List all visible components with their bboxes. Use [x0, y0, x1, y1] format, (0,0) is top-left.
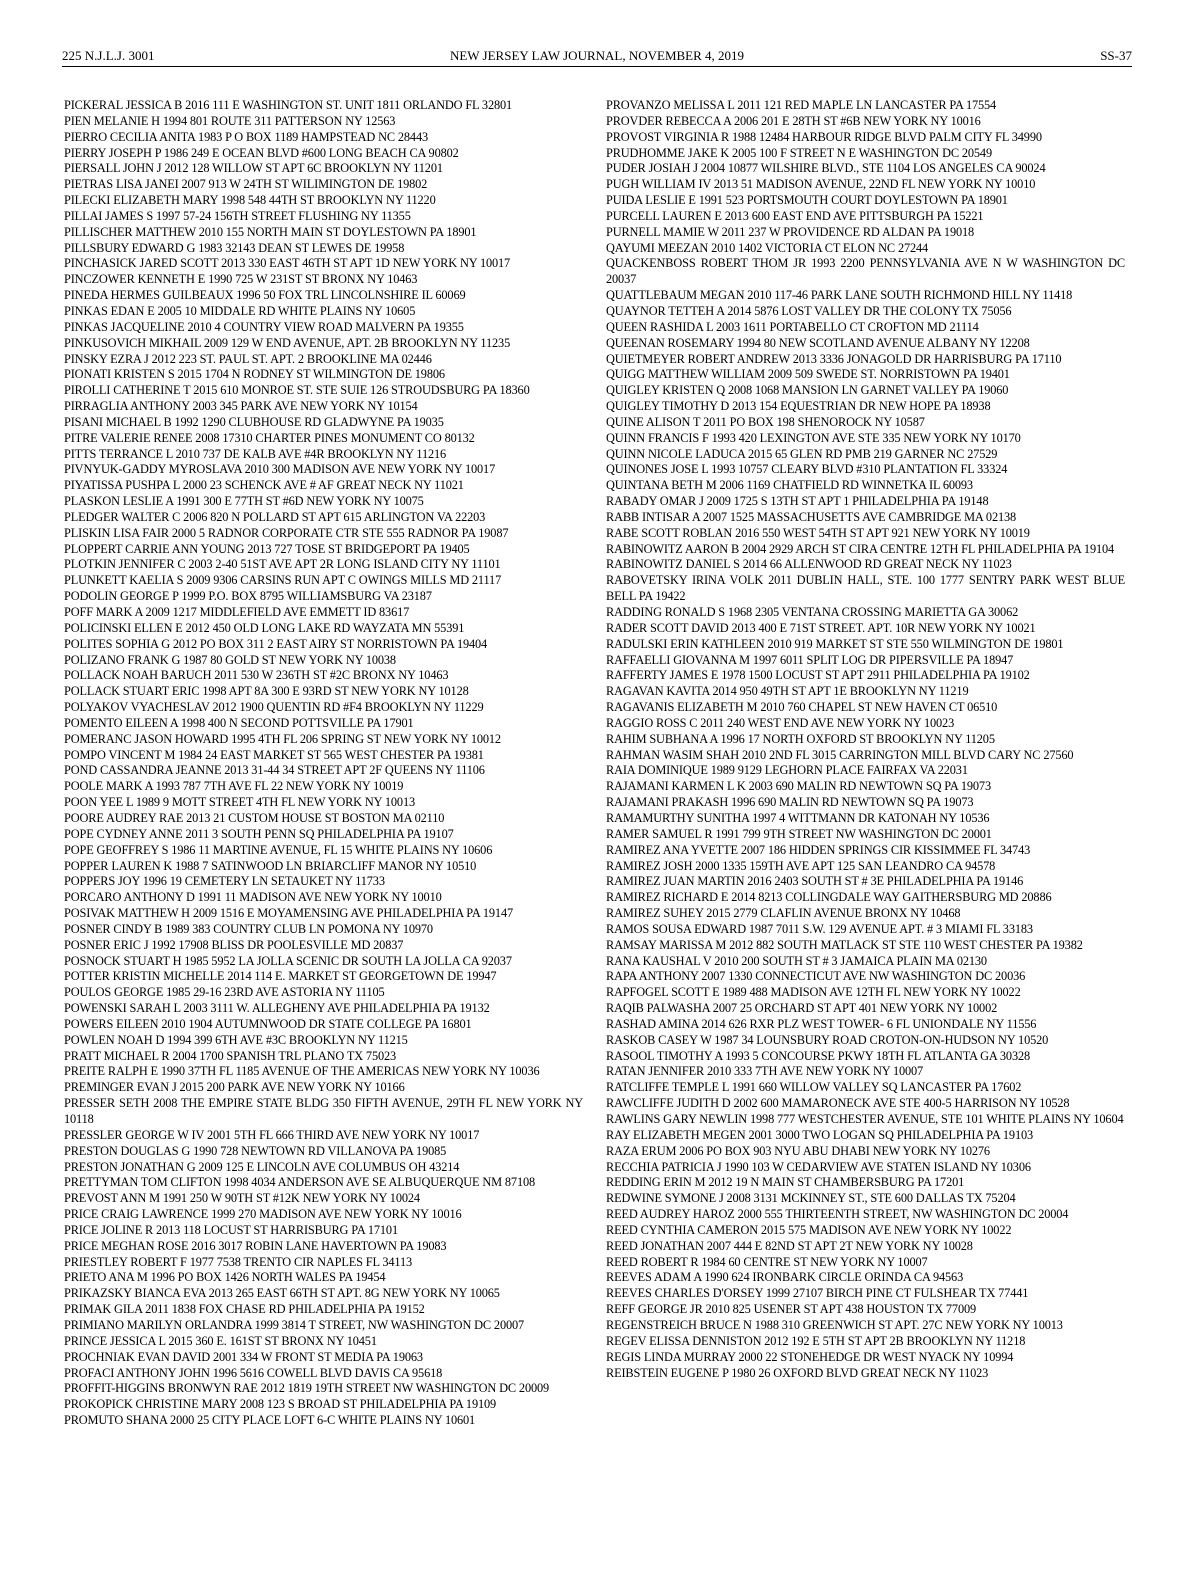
attorney-entry: RADDING RONALD S 1968 2305 VENTANA CROSSING MARIETTA GA 30062: [606, 605, 1019, 619]
attorney-entry: POND CASSANDRA JEANNE 2013 31-44 34 STREET APT 2F QUEENS NY 11106: [64, 763, 485, 778]
attorney-entry: POON YEE L 1989 9 MOTT STREET 4TH FL NEW YORK NY 10013: [64, 795, 416, 810]
attorney-entry: PURNELL MAMIE W 2011 237 W PROVIDENCE RD ALDAN PA 19018: [606, 224, 975, 239]
attorney-entry: RAMIREZ RICHARD E 2014 8213 COLLINGDALE WAY GAITHERSBURG MD 20886: [606, 890, 1052, 905]
attorney-entry: QUAYNOR TETTEH A 2014 5876 LOST VALLEY DR THE COLONY TX 75056: [606, 303, 1012, 318]
attorney-entry: PIETRAS LISA JANEI 2007 913 W 24TH ST WILIMINGTON DE 19802: [64, 177, 428, 192]
attorney-entry: PRICE CRAIG LAWRENCE 1999 270 MADISON AVE NEW YORK NY 10016: [64, 1207, 462, 1222]
attorney-entry: RAIA DOMINIQUE 1989 9129 LEGHORN PLACE FAIRFAX VA 22031: [606, 763, 968, 778]
header-rule: [62, 66, 1132, 67]
attorney-entry: POLYAKOV VYACHESLAV 2012 1900 QUENTIN RD #F4 BROOKLYN NY 11229: [64, 700, 484, 715]
attorney-entry: QUINE ALISON T 2011 PO BOX 198 SHENOROCK NY 10587: [606, 414, 925, 429]
attorney-entry: PROFFIT-HIGGINS BRONWYN RAE 2012 1819 19TH STREET NW WASHINGTON DC 20009: [64, 1381, 550, 1396]
attorney-entry: RAMIREZ JOSH 2000 1335 159TH AVE APT 125 SAN LEANDRO CA 94578: [606, 858, 996, 873]
attorney-entry: PROVDER REBECCA A 2006 201 E 28TH ST #6B NEW YORK NY 10016: [606, 113, 981, 128]
attorney-entry: PIYATISSA PUSHPA L 2000 23 SCHENCK AVE # AF GREAT NECK NY 11021: [64, 478, 464, 493]
attorney-entry: PRIKAZSKY BIANCA EVA 2013 265 EAST 66TH ST APT. 8G NEW YORK NY 10065: [64, 1286, 500, 1301]
attorney-entry: PREMINGER EVAN J 2015 200 PARK AVE NEW YORK NY 10166: [64, 1080, 405, 1095]
attorney-entry: PRICE JOLINE R 2013 118 LOCUST ST HARRISBURG PA 17101: [64, 1222, 398, 1237]
attorney-entry: PLOTKIN JENNIFER C 2003 2-40 51ST AVE APT 2R LONG ISLAND CITY NY 11101: [64, 557, 501, 572]
attorney-entry: POLITES SOPHIA G 2012 PO BOX 311 2 EAST AIRY ST NORRISTOWN PA 19404: [64, 636, 488, 651]
attorney-entry: PRINCE JESSICA L 2015 360 E. 161ST ST BRONX NY 10451: [64, 1333, 377, 1348]
attorney-entry: RAHMAN WASIM SHAH 2010 2ND FL 3015 CARRINGTON MILL BLVD CARY NC 27560: [606, 747, 1074, 762]
citation: 225 N.J.L.J. 3001: [62, 48, 155, 63]
attorney-entry: QUATTLEBAUM MEGAN 2010 117-46 PARK LANE SOUTH RICHMOND HILL NY 11418: [606, 288, 1073, 303]
attorney-entry: PLISKIN LISA FAIR 2000 5 RADNOR CORPORATE CTR STE 555 RADNOR PA 19087: [64, 525, 509, 540]
attorney-entry: PRIETO ANA M 1996 PO BOX 1426 NORTH WALES PA 19454: [64, 1270, 386, 1285]
attorney-entry: PINKAS JACQUELINE 2010 4 COUNTRY VIEW ROAD MALVERN PA 19355: [64, 319, 464, 334]
attorney-entry: RAFFERTY JAMES E 1978 1500 LOCUST ST APT 2911 PHILADELPHIA PA 19102: [606, 668, 1030, 683]
attorney-entry: RAMAMURTHY SUNITHA 1997 4 WITTMANN DR KATONAH NY 10536: [606, 810, 990, 825]
attorney-entry: RAMSAY MARISSA M 2012 882 SOUTH MATLACK ST STE 110 WEST CHESTER PA 19382: [606, 937, 1083, 952]
attorney-entry: QUINONES JOSE L 1993 10757 CLEARY BLVD #310 PLANTATION FL 33324: [606, 462, 1008, 477]
attorney-entry: POPPERS JOY 1996 19 CEMETERY LN SETAUKET NY 11733: [64, 874, 385, 889]
attorney-entry: PITTS TERRANCE L 2010 737 DE KALB AVE #4R BROOKLYN NY 11216: [64, 446, 447, 461]
attorney-entry: PLASKON LESLIE A 1991 300 E 77TH ST #6D NEW YORK NY 10075: [64, 494, 424, 509]
attorney-entry: REEVES CHARLES D'ORSEY 1999 27107 BIRCH PINE CT FULSHEAR TX 77441: [606, 1286, 1029, 1301]
attorney-entry: PRIMAK GILA 2011 1838 FOX CHASE RD PHILADELPHIA PA 19152: [64, 1302, 425, 1317]
attorney-entry: PIONATI KRISTEN S 2015 1704 N RODNEY ST WILMINGTON DE 19806: [64, 367, 445, 382]
left-column: [64, 98, 583, 1429]
attorney-entry: POPE CYDNEY ANNE 2011 3 SOUTH PENN SQ PHILADELPHIA PA 19107: [64, 826, 454, 841]
attorney-entry: RATCLIFFE TEMPLE L 1991 660 WILLOW VALLEY SQ LANCASTER PA 17602: [606, 1080, 1022, 1095]
attorney-entry: PROKOPICK CHRISTINE MARY 2008 123 S BROAD ST PHILADELPHIA PA 19109: [64, 1397, 497, 1412]
attorney-entry: PINKUSOVICH MIKHAIL 2009 129 W END AVENUE, APT. 2B BROOKLYN NY 11235: [64, 335, 511, 350]
attorney-entry: PRESTON DOUGLAS G 1990 728 NEWTOWN RD VILLANOVA PA 19085: [64, 1143, 447, 1158]
attorney-entry: PROFACI ANTHONY JOHN 1996 5616 COWELL BLVD DAVIS CA 95618: [64, 1365, 443, 1380]
attorney-entry: REGENSTREICH BRUCE N 1988 310 GREENWICH ST APT. 27C NEW YORK NY 10013: [606, 1317, 1063, 1332]
attorney-entry: RAGAVANIS ELIZABETH M 2010 760 CHAPEL ST NEW HAVEN CT 06510: [606, 700, 998, 715]
attorney-entry: RAWCLIFFE JUDITH D 2002 600 MAMARONECK AVE STE 400-5 HARRISON NY 10528: [606, 1096, 1070, 1111]
attorney-entry: POWENSKI SARAH L 2003 3111 W. ALLEGHENY AVE PHILADELPHIA PA 19132: [64, 1001, 490, 1016]
attorney-entry: POOLE MARK A 1993 787 7TH AVE FL 22 NEW YORK NY 10019: [64, 779, 404, 794]
attorney-entry: POWERS EILEEN 2010 1904 AUTUMNWOOD DR STATE COLLEGE PA 16801: [64, 1016, 472, 1031]
attorney-entry: POFF MARK A 2009 1217 MIDDLEFIELD AVE EMMETT ID 83617: [64, 605, 410, 619]
attorney-entry: RANA KAUSHAL V 2010 200 SOUTH ST # 3 JAMAICA PLAIN MA 02130: [606, 953, 987, 968]
attorney-entry: POORE AUDREY RAE 2013 21 CUSTOM HOUSE ST BOSTON MA 02110: [64, 810, 445, 825]
attorney-entry: QAYUMI MEEZAN 2010 1402 VICTORIA CT ELON NC 27244: [606, 240, 929, 255]
attorney-entry: PUGH WILLIAM IV 2013 51 MADISON AVENUE, 22ND FL NEW YORK NY 10010: [606, 177, 1036, 192]
attorney-entry: PIERSALL JOHN J 2012 128 WILLOW ST APT 6C BROOKLYN NY 11201: [64, 161, 443, 176]
attorney-entry: PILLISCHER MATTHEW 2010 155 NORTH MAIN ST DOYLESTOWN PA 18901: [64, 224, 477, 239]
attorney-entry: RABINOWITZ AARON B 2004 2929 ARCH ST CIRA CENTRE 12TH FL PHILADELPHIA PA 19104: [606, 541, 1115, 556]
attorney-entry: RAMIREZ JUAN MARTIN 2016 2403 SOUTH ST # 3E PHILADELPHIA PA 19146: [606, 874, 1024, 889]
page-header: [62, 48, 1132, 68]
attorney-entry: RAMER SAMUEL R 1991 799 9TH STREET NW WASHINGTON DC 20001: [606, 826, 992, 841]
attorney-entry: PUDER JOSIAH J 2004 10877 WILSHIRE BLVD., STE 1104 LOS ANGELES CA 90024: [606, 161, 1046, 176]
attorney-entry: PROCHNIAK EVAN DAVID 2001 334 W FRONT ST MEDIA PA 19063: [64, 1349, 423, 1364]
attorney-entry: PIERRY JOSEPH P 1986 249 E OCEAN BLVD #600 LONG BEACH CA 90802: [64, 145, 459, 160]
attorney-entry: PORCARO ANTHONY D 1991 11 MADISON AVE NEW YORK NY 10010: [64, 890, 442, 905]
attorney-entry: POPE GEOFFREY S 1986 11 MARTINE AVENUE, FL 15 WHITE PLAINS NY 10606: [64, 842, 493, 857]
attorney-entry: REED ROBERT R 1984 60 CENTRE ST NEW YORK NY 10007: [606, 1254, 928, 1269]
attorney-entry: PILLSBURY EDWARD G 1983 32143 DEAN ST LEWES DE 19958: [64, 240, 405, 255]
attorney-entry: POSNER ERIC J 1992 17908 BLISS DR POOLESVILLE MD 20837: [64, 937, 404, 952]
attorney-entry: POMERANC JASON HOWARD 1995 4TH FL 206 SPRING ST NEW YORK NY 10012: [64, 731, 501, 746]
attorney-entry: PITRE VALERIE RENEE 2008 17310 CHARTER PINES MONUMENT CO 80132: [64, 430, 475, 445]
attorney-entry: RASHAD AMINA 2014 626 RXR PLZ WEST TOWER- 6 FL UNIONDALE NY 11556: [606, 1016, 1037, 1031]
right-column: [606, 98, 1125, 1381]
attorney-entry: RAPFOGEL SCOTT E 1989 488 MADISON AVE 12TH FL NEW YORK NY 10022: [606, 985, 1021, 1000]
attorney-entry: REED JONATHAN 2007 444 E 82ND ST APT 2T NEW YORK NY 10028: [606, 1238, 973, 1253]
attorney-entry: REGIS LINDA MURRAY 2000 22 STONEHEDGE DR WEST NYACK NY 10994: [606, 1349, 1014, 1364]
attorney-entry: PILECKI ELIZABETH MARY 1998 548 44TH ST BROOKLYN NY 11220: [64, 193, 436, 208]
attorney-entry: REGEV ELISSA DENNISTON 2012 192 E 5TH ST APT 2B BROOKLYN NY 11218: [606, 1333, 1026, 1348]
attorney-entry: QUIETMEYER ROBERT ANDREW 2013 3336 JONAGOLD DR HARRISBURG PA 17110: [606, 351, 1062, 366]
attorney-entry: PICKERAL JESSICA B 2016 111 E WASHINGTON ST. UNIT 1811 ORLANDO FL 32801: [64, 98, 513, 112]
attorney-entry: REDDING ERIN M 2012 19 N MAIN ST CHAMBERSBURG PA 17201: [606, 1175, 965, 1190]
attorney-entry: RECCHIA PATRICIA J 1990 103 W CEDARVIEW AVE STATEN ISLAND NY 10306: [606, 1159, 1031, 1174]
attorney-entry: PIROLLI CATHERINE T 2015 610 MONROE ST. STE SUIE 126 STROUDSBURG PA 18360: [64, 383, 530, 398]
attorney-entry: RAQIB PALWASHA 2007 25 ORCHARD ST APT 401 NEW YORK NY 10002: [606, 1001, 998, 1016]
attorney-entry: PODOLIN GEORGE P 1999 P.O. BOX 8795 WILLIAMSBURG VA 23187: [64, 589, 432, 604]
attorney-entry: PREVOST ANN M 1991 250 W 90TH ST #12K NEW YORK NY 10024: [64, 1191, 420, 1206]
attorney-entry: POSNOCK STUART H 1985 5952 LA JOLLA SCENIC DR SOUTH LA JOLLA CA 92037: [64, 953, 512, 968]
attorney-entry: PREITE RALPH E 1990 37TH FL 1185 AVENUE OF THE AMERICAS NEW YORK NY 10036: [64, 1064, 540, 1079]
attorney-entry: RAFFAELLI GIOVANNA M 1997 6011 SPLIT LOG DR PIPERSVILLE PA 18947: [606, 652, 1014, 667]
attorney-entry: POPPER LAUREN K 1988 7 SATINWOOD LN BRIARCLIFF MANOR NY 10510: [64, 858, 477, 873]
attorney-entry: PILLAI JAMES S 1997 57-24 156TH STREET FLUSHING NY 11355: [64, 208, 411, 223]
attorney-entry: RABE SCOTT ROBLAN 2016 550 WEST 54TH ST APT 921 NEW YORK NY 10019: [606, 525, 1030, 540]
attorney-entry: REEVES ADAM A 1990 624 IRONBARK CIRCLE ORINDA CA 94563: [606, 1270, 964, 1285]
attorney-entry: RAHIM SUBHANA A 1996 17 NORTH OXFORD ST BROOKLYN NY 11205: [606, 731, 995, 746]
attorney-entry: QUIGG MATTHEW WILLIAM 2009 509 SWEDE ST. NORRISTOWN PA 19401: [606, 367, 1010, 382]
attorney-entry: RAWLINS GARY NEWLIN 1998 777 WESTCHESTER AVENUE, STE 101 WHITE PLAINS NY 10604: [606, 1112, 1124, 1126]
attorney-entry: PROMUTO SHANA 2000 25 CITY PLACE LOFT 6-C WHITE PLAINS NY 10601: [64, 1413, 476, 1428]
attorney-entry: RAGGIO ROSS C 2011 240 WEST END AVE NEW YORK NY 10023: [606, 715, 955, 730]
attorney-entry: RAJAMANI PRAKASH 1996 690 MALIN RD NEWTOWN SQ PA 19073: [606, 795, 974, 810]
attorney-entry: REFF GEORGE JR 2010 825 USENER ST APT 438 HOUSTON TX 77009: [606, 1302, 977, 1317]
attorney-entry: QUEEN RASHIDA L 2003 1611 PORTABELLO CT CROFTON MD 21114: [606, 319, 979, 334]
attorney-entry: RAY ELIZABETH MEGEN 2001 3000 TWO LOGAN SQ PHILADELPHIA PA 19103: [606, 1127, 1034, 1142]
attorney-entry: POLIZANO FRANK G 1987 80 GOLD ST NEW YORK NY 10038: [64, 652, 396, 667]
attorney-entry: POSNER CINDY B 1989 383 COUNTRY CLUB LN POMONA NY 10970: [64, 921, 433, 936]
attorney-entry: POWLEN NOAH D 1994 399 6TH AVE #3C BROOKLYN NY 11215: [64, 1032, 408, 1047]
publication-title: NEW JERSEY LAW JOURNAL, NOVEMBER 4, 2019: [449, 48, 745, 63]
attorney-entry: QUIGLEY TIMOTHY D 2013 154 EQUESTRIAN DR NEW HOPE PA 18938: [606, 399, 991, 414]
attorney-entry: RAMIREZ SUHEY 2015 2779 CLAFLIN AVENUE BRONX NY 10468: [606, 906, 961, 921]
attorney-entry: QUEENAN ROSEMARY 1994 80 NEW SCOTLAND AVENUE ALBANY NY 12208: [606, 335, 1030, 350]
attorney-entry: PISANI MICHAEL B 1992 1290 CLUBHOUSE RD GLADWYNE PA 19035: [64, 414, 444, 429]
attorney-entry: RAMOS SOUSA EDWARD 1987 7011 S.W. 129 AVENUE APT. # 3 MIAMI FL 33183: [606, 921, 1033, 936]
attorney-entry: PIVNYUK-GADDY MYROSLAVA 2010 300 MADISON AVE NEW YORK NY 10017: [64, 462, 496, 477]
attorney-entry: PINKAS EDAN E 2005 10 MIDDALE RD WHITE PLAINS NY 10605: [64, 303, 416, 318]
attorney-entry: RABINOWITZ DANIEL S 2014 66 ALLENWOOD RD GREAT NECK NY 11023: [606, 557, 1012, 572]
attorney-entry: RATAN JENNIFER 2010 333 7TH AVE NEW YORK NY 10007: [606, 1064, 924, 1079]
attorney-entry: PRIESTLEY ROBERT F 1977 7538 TRENTO CIR NAPLES FL 34113: [64, 1254, 412, 1269]
attorney-entry: RAGAVAN KAVITA 2014 950 49TH ST APT 1E BROOKLYN NY 11219: [606, 684, 969, 699]
attorney-entry: RABADY OMAR J 2009 1725 S 13TH ST APT 1 PHILADELPHIA PA 19148: [606, 494, 989, 509]
attorney-entry: PINSKY EZRA J 2012 223 ST. PAUL ST. APT. 2 BROOKLINE MA 02446: [64, 351, 432, 366]
attorney-entry: POSIVAK MATTHEW H 2009 1516 E MOYAMENSING AVE PHILADELPHIA PA 19147: [64, 906, 513, 921]
attorney-entry: RABOVETSKY IRINA VOLK 2011 DUBLIN HALL, STE. 100 1777 SENTRY PARK WEST BLUE BELL PA 19422: [606, 573, 1125, 604]
attorney-entry: RASKOB CASEY W 1987 34 LOUNSBURY ROAD CROTON-ON-HUDSON NY 10520: [606, 1032, 1049, 1047]
attorney-entry: PRUDHOMME JAKE K 2005 100 F STREET N E WASHINGTON DC 20549: [606, 145, 992, 160]
attorney-entry: PRIMIANO MARILYN ORLANDRA 1999 3814 T STREET, NW WASHINGTON DC 20007: [64, 1317, 525, 1332]
attorney-entry: PLUNKETT KAELIA S 2009 9306 CARSINS RUN APT C OWINGS MILLS MD 21117: [64, 573, 502, 588]
attorney-entry: POMENTO EILEEN A 1998 400 N SECOND POTTSVILLE PA 17901: [64, 715, 414, 730]
attorney-entry: QUINN FRANCIS F 1993 420 LEXINGTON AVE STE 335 NEW YORK NY 10170: [606, 430, 1021, 445]
attorney-entry: POULOS GEORGE 1985 29-16 23RD AVE ASTORIA NY 11105: [64, 985, 385, 1000]
attorney-entry: POLLACK STUART ERIC 1998 APT 8A 300 E 93RD ST NEW YORK NY 10128: [64, 684, 469, 699]
attorney-entry: RAJAMANI KARMEN L K 2003 690 MALIN RD NEWTOWN SQ PA 19073: [606, 779, 991, 794]
attorney-entry: POMPO VINCENT M 1984 24 EAST MARKET ST 565 WEST CHESTER PA 19381: [64, 747, 484, 762]
attorney-entry: PINCHASICK JARED SCOTT 2013 330 EAST 46TH ST APT 1D NEW YORK NY 10017: [64, 256, 511, 271]
attorney-entry: RAPA ANTHONY 2007 1330 CONNECTICUT AVE NW WASHINGTON DC 20036: [606, 969, 1026, 984]
attorney-entry: PURCELL LAUREN E 2013 600 EAST END AVE PITTSBURGH PA 15221: [606, 208, 984, 223]
attorney-entry: PRATT MICHAEL R 2004 1700 SPANISH TRL PLANO TX 75023: [64, 1048, 397, 1063]
attorney-entry: PLEDGER WALTER C 2006 820 N POLLARD ST APT 615 ARLINGTON VA 22203: [64, 509, 486, 524]
attorney-entry: PRESSER SETH 2008 THE EMPIRE STATE BLDG 350 FIFTH AVENUE, 29TH FL NEW YORK NY 10118: [64, 1096, 583, 1126]
attorney-entry: QUACKENBOSS ROBERT THOM JR 1993 2200 PENNSYLVANIA AVE N W WASHINGTON DC 20037: [606, 256, 1125, 287]
attorney-entry: REED AUDREY HAROZ 2000 555 THIRTEENTH STREET, NW WASHINGTON DC 20004: [606, 1207, 1069, 1222]
attorney-entry: PIRRAGLIA ANTHONY 2003 345 PARK AVE NEW YORK NY 10154: [64, 399, 418, 414]
attorney-entry: PUIDA LESLIE E 1991 523 PORTSMOUTH COURT DOYLESTOWN PA 18901: [606, 193, 1008, 208]
attorney-entry: PINEDA HERMES GUILBEAUX 1996 50 FOX TRL LINCOLNSHIRE IL 60069: [64, 288, 466, 303]
attorney-entry: PROVOST VIRGINIA R 1988 12484 HARBOUR RIDGE BLVD PALM CITY FL 34990: [606, 129, 1042, 144]
attorney-entry: PROVANZO MELISSA L 2011 121 RED MAPLE LN LANCASTER PA 17554: [606, 98, 997, 112]
attorney-entry: QUINN NICOLE LADUCA 2015 65 GLEN RD PMB 219 GARNER NC 27529: [606, 446, 998, 461]
attorney-entry: RADER SCOTT DAVID 2013 400 E 71ST STREET. APT. 10R NEW YORK NY 10021: [606, 620, 1036, 635]
attorney-entry: REED CYNTHIA CAMERON 2015 575 MADISON AVE NEW YORK NY 10022: [606, 1222, 1012, 1237]
attorney-entry: RASOOL TIMOTHY A 1993 5 CONCOURSE PKWY 18TH FL ATLANTA GA 30328: [606, 1048, 1031, 1063]
attorney-entry: PIERRO CECILIA ANITA 1983 P O BOX 1189 HAMPSTEAD NC 28443: [64, 129, 428, 144]
attorney-entry: PRESTON JONATHAN G 2009 125 E LINCOLN AVE COLUMBUS OH 43214: [64, 1159, 460, 1174]
attorney-entry: RABB INTISAR A 2007 1525 MASSACHUSETTS AVE CAMBRIDGE MA 02138: [606, 509, 1017, 524]
page-number: SS-37: [1100, 48, 1132, 63]
attorney-entry: RADULSKI ERIN KATHLEEN 2010 919 MARKET ST STE 550 WILMINGTON DE 19801: [606, 636, 1064, 651]
attorney-entry: RAZA ERUM 2006 PO BOX 903 NYU ABU DHABI NEW YORK NY 10276: [606, 1143, 990, 1158]
attorney-entry: PLOPPERT CARRIE ANN YOUNG 2013 727 TOSE ST BRIDGEPORT PA 19405: [64, 541, 470, 556]
attorney-entry: POTTER KRISTIN MICHELLE 2014 114 E. MARKET ST GEORGETOWN DE 19947: [64, 969, 497, 984]
attorney-entry: QUIGLEY KRISTEN Q 2008 1068 MANSION LN GARNET VALLEY PA 19060: [606, 383, 1009, 398]
attorney-entry: PRESSLER GEORGE W IV 2001 5TH FL 666 THIRD AVE NEW YORK NY 10017: [64, 1127, 480, 1142]
attorney-entry: QUINTANA BETH M 2006 1169 CHATFIELD RD WINNETKA IL 60093: [606, 478, 973, 493]
attorney-entry: REIBSTEIN EUGENE P 1980 26 OXFORD BLVD GREAT NECK NY 11023: [606, 1365, 989, 1380]
attorney-entry: PRICE MEGHAN ROSE 2016 3017 ROBIN LANE HAVERTOWN PA 19083: [64, 1238, 447, 1253]
attorney-entry: RAMIREZ ANA YVETTE 2007 186 HIDDEN SPRINGS CIR KISSIMMEE FL 34743: [606, 842, 1031, 857]
attorney-entry: PINCZOWER KENNETH E 1990 725 W 231ST ST BRONX NY 10463: [64, 272, 418, 287]
attorney-entry: REDWINE SYMONE J 2008 3131 MCKINNEY ST., STE 600 DALLAS TX 75204: [606, 1191, 1016, 1206]
attorney-entry: PRETTYMAN TOM CLIFTON 1998 4034 ANDERSON AVE SE ALBUQUERQUE NM 87108: [64, 1175, 536, 1190]
attorney-entry: PIEN MELANIE H 1994 801 ROUTE 311 PATTERSON NY 12563: [64, 113, 396, 128]
attorney-entry: POLICINSKI ELLEN E 2012 450 OLD LONG LAKE RD WAYZATA MN 55391: [64, 620, 465, 635]
attorney-entry: POLLACK NOAH BARUCH 2011 530 W 236TH ST #2C BRONX NY 10463: [64, 668, 449, 683]
